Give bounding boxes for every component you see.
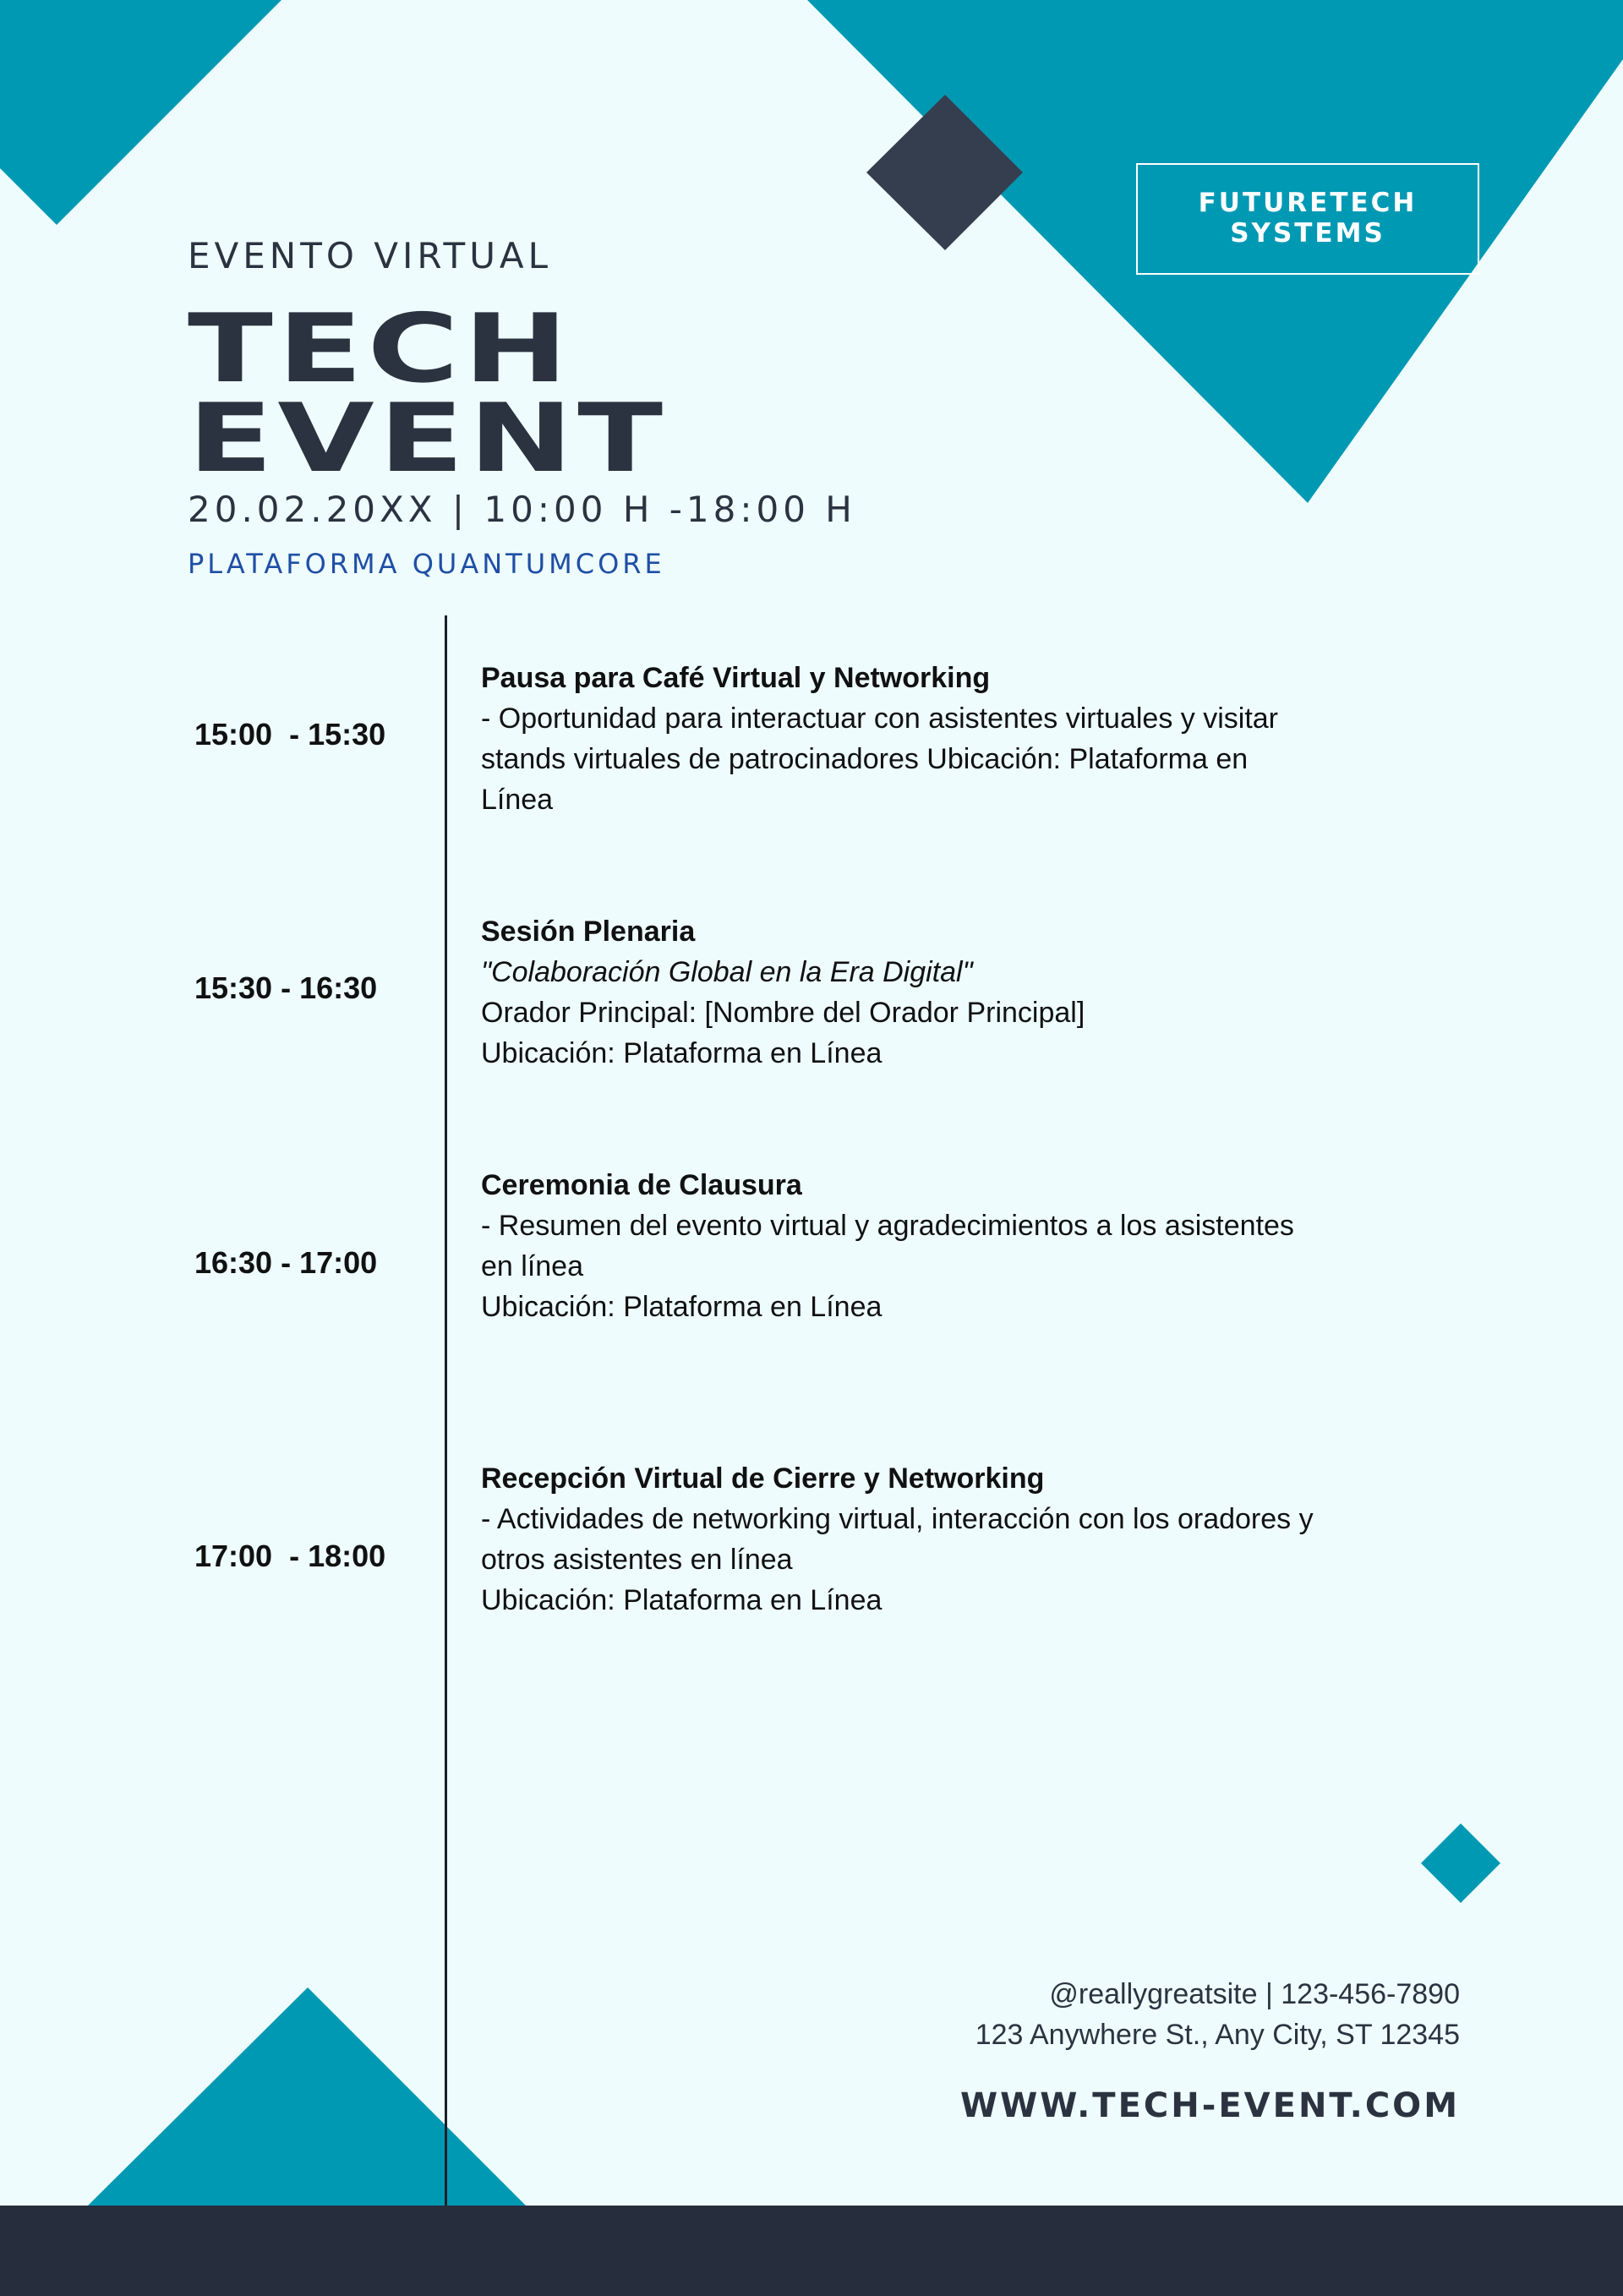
schedule-title: Recepción Virtual de Cierre y Networking [481, 1462, 1045, 1495]
event-platform: PLATAFORMA QUANTUMCORE [188, 548, 665, 580]
schedule-subtitle: "Colaboración Global en la Era Digital" [481, 956, 973, 988]
brand-line-1: FUTURETECH [1198, 188, 1418, 218]
schedule-time: 15:30 - 16:30 [194, 970, 378, 1005]
website-link[interactable]: WWW.TECH-EVENT.COM [960, 2086, 1460, 2125]
timeline-divider [445, 615, 447, 2206]
footer-bar [0, 2206, 1623, 2296]
brand-logo-box [1136, 163, 1479, 275]
schedule-details [481, 1458, 1478, 1621]
schedule-line: Ubicación: Plataforma en Línea [481, 1291, 883, 1323]
schedule-title: Sesión Plenaria [481, 916, 696, 948]
bottom-left-triangle [88, 1987, 526, 2206]
schedule-time: 15:00 - 15:30 [194, 717, 386, 752]
schedule-details [481, 658, 1478, 820]
schedule-line: Ubicación: Plataforma en Línea [481, 1037, 883, 1069]
schedule-details [481, 1165, 1478, 1327]
schedule-line: - Oportunidad para interactuar con asistentes virtuales y visitar [481, 702, 1279, 735]
event-date-time: 20.02.20XX | 10:00 H -18:00 H [188, 489, 856, 530]
schedule-line: - Actividades de networking virtual, interacción con los oradores y [481, 1503, 1314, 1535]
schedule-line: en línea [481, 1250, 583, 1282]
schedule-line: Orador Principal: [Nombre del Orador Principal] [481, 997, 1085, 1029]
schedule-title: Ceremonia de Clausura [481, 1169, 802, 1201]
schedule-time: 16:30 - 17:00 [194, 1245, 378, 1280]
schedule-line: Línea [481, 784, 554, 816]
address: 123 Anywhere St., Any City, ST 12345 [975, 2019, 1460, 2051]
event-type-label: EVENTO VIRTUAL [188, 235, 553, 276]
schedule-line: stands virtuales de patrocinadores Ubicación: Plataforma en [481, 743, 1249, 775]
social-and-phone: @reallygreatsite | 123-456-7890 [1049, 1978, 1460, 2010]
top-left-triangle [0, 0, 281, 225]
schedule-time: 17:00 - 18:00 [194, 1539, 386, 1573]
schedule-line: otros asistentes en línea [481, 1544, 793, 1576]
schedule-title: Pausa para Café Virtual y Networking [481, 662, 991, 694]
schedule-line: - Resumen del evento virtual y agradecimientos a los asistentes [481, 1210, 1294, 1242]
event-title-line-2: EVENT [188, 384, 668, 494]
schedule-details [481, 911, 1478, 1074]
schedule-line: Ubicación: Plataforma en Línea [481, 1584, 883, 1616]
event-title [188, 294, 668, 494]
small-teal-diamond [1421, 1823, 1500, 1903]
event-title-line-1: TECH [188, 294, 573, 404]
brand-line-2: SYSTEMS [1230, 218, 1385, 249]
